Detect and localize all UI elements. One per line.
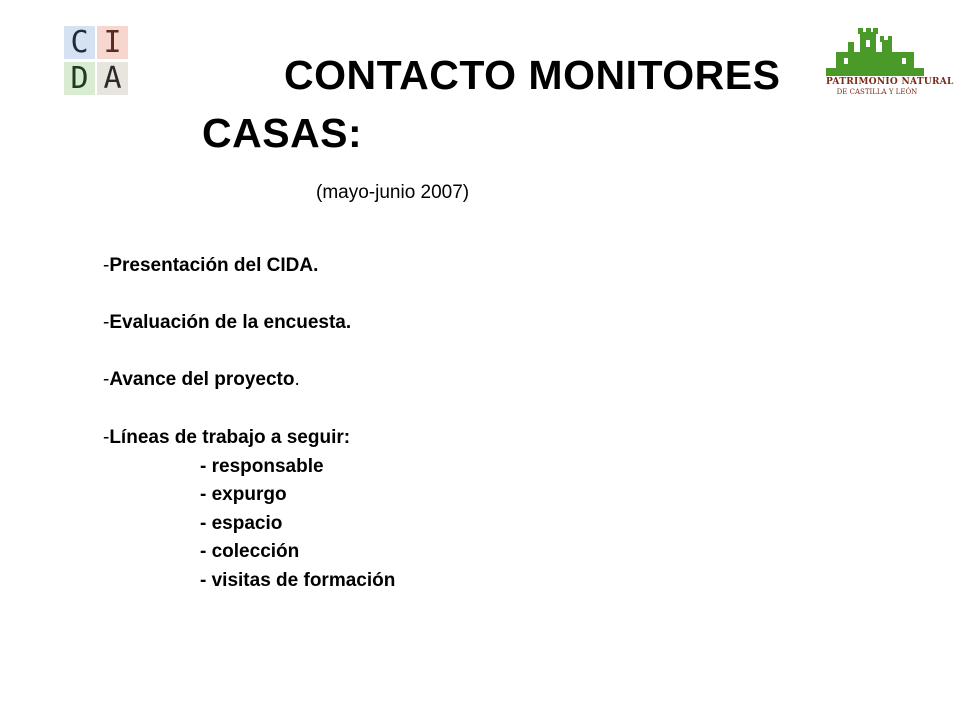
item-dash: - xyxy=(103,427,110,448)
cida-logo xyxy=(64,26,128,96)
castle-emblem-icon xyxy=(820,22,930,78)
list-item-lineas xyxy=(103,427,350,449)
item-text: Presentación del CIDA. xyxy=(109,255,319,276)
item-dash: - xyxy=(103,255,110,276)
item-dash: - xyxy=(103,369,110,390)
list-item-evaluacion xyxy=(103,312,351,334)
title-line-2: CASAS: xyxy=(202,110,363,156)
item-text: Avance del proyecto xyxy=(109,369,295,390)
sub-item-expurgo: - expurgo xyxy=(200,484,287,505)
item-dash: - xyxy=(103,312,110,333)
cida-letter-c: C xyxy=(64,26,95,59)
cida-letter-i: I xyxy=(97,26,128,59)
item-text: Líneas de trabajo a seguir: xyxy=(109,427,351,448)
item-text: Evaluación de la encuesta. xyxy=(109,312,352,333)
cida-letter-a: A xyxy=(97,62,128,95)
cida-letter-d: D xyxy=(64,62,95,95)
title-line-1: CONTACTO MONITORES xyxy=(284,52,781,98)
sub-item-visitas: - visitas de formación xyxy=(200,570,396,591)
patrimonio-logo-title: PATRIMONIO NATURAL xyxy=(826,77,954,87)
subtitle-date: (mayo-junio 2007) xyxy=(316,182,470,203)
patrimonio-natural-logo xyxy=(820,22,954,102)
item-suffix: . xyxy=(294,369,300,390)
sub-item-espacio: - espacio xyxy=(200,513,283,534)
patrimonio-logo-subtitle: DE CASTILLA Y LEÓN xyxy=(836,88,918,96)
sub-item-responsable: - responsable xyxy=(200,456,324,477)
list-item-avance xyxy=(103,369,300,391)
sub-item-coleccion: - colección xyxy=(200,541,300,562)
list-item-presentacion xyxy=(103,255,318,277)
